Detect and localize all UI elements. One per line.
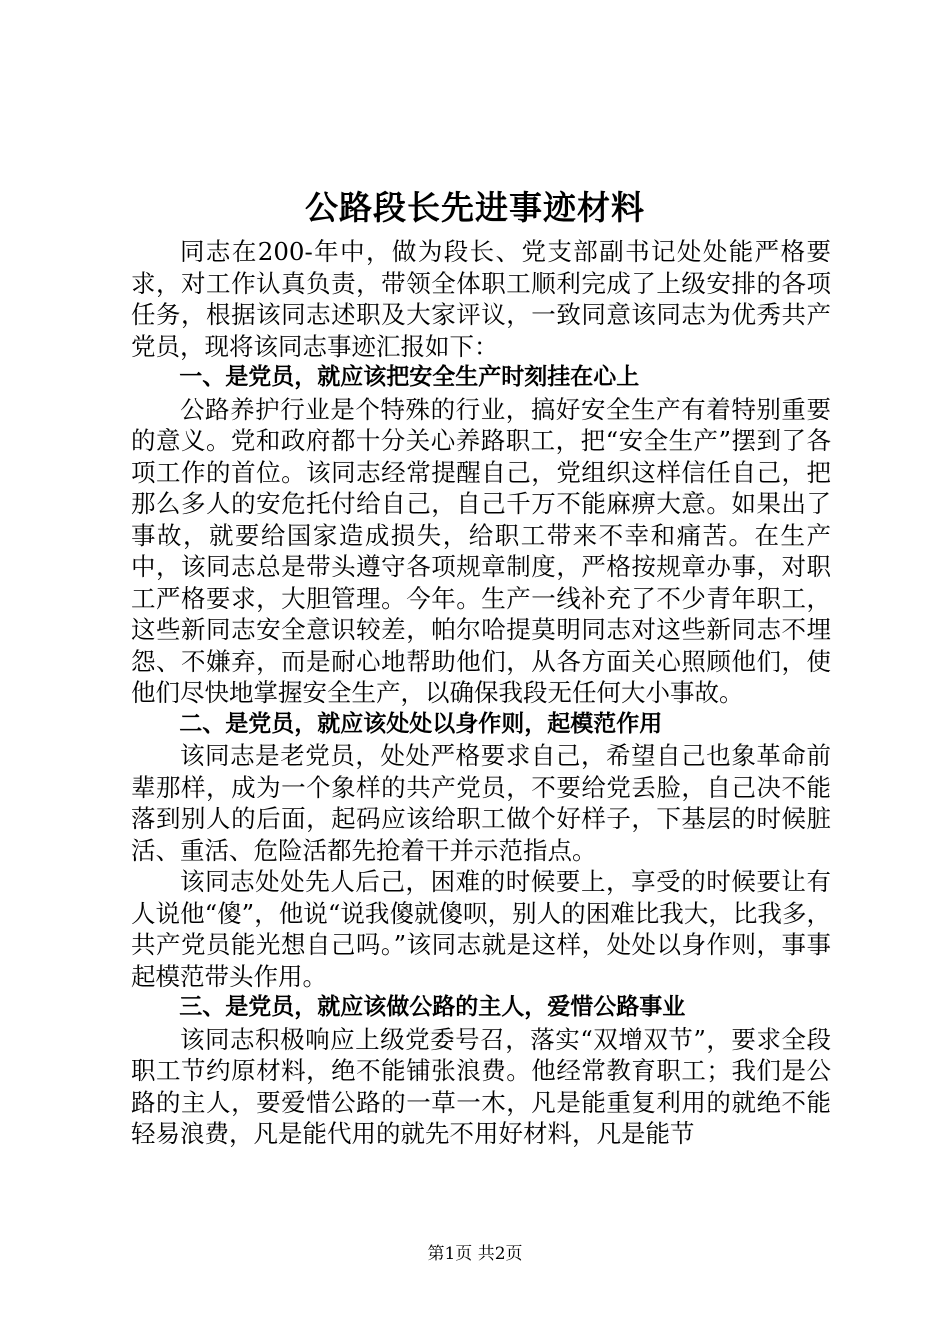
section-2-paragraph-2: 该同志处处先人后己，困难的时候要上，享受的时候要让有人说他“傻”，他说“说我傻就傻呗，别人的困难比我大，比我多，共产党员能光想自己吗。”该同志就是这样，处处以身作则，事事起模范带头作用。 [131, 867, 831, 991]
section-3-heading: 三、是党员，就应该做公路的主人，爱惜公路事业 [179, 994, 686, 1020]
intro-paragraph: 同志在200-年中，做为段长、党支部副书记处处能严格要求，对工作认真负责，带领全体职工顺利完成了上级安排的各项任务，根据该同志述职及大家评议，一致同意该同志为优秀共产党员，现将该同志事迹汇报如下： [131, 237, 831, 361]
section-2-paragraph-1: 该同志是老党员，处处严格要求自己，希望自己也象革命前辈那样，成为一个象样的共产党员，不要给党丢脸，自己决不能落到别人的后面，起码应该给职工做个好样子，下基层的时候脏活、重活、危险活都先抢着干并示范指点。 [131, 741, 831, 865]
section-3-paragraph: 该同志积极响应上级党委号召，落实“双增双节”，要求全段职工节约原材料，绝不能铺张浪费。他经常教育职工；我们是公路的主人，要爱惜公路的一草一木，凡是能重复利用的就绝不能轻易浪费，凡是能代用的就先不用好材料，凡是能节 [131, 1024, 831, 1148]
section-1-paragraph: 公路养护行业是个特殊的行业，搞好安全生产有着特别重要的意义。党和政府都十分关心养路职工，把“安全生产”摆到了各项工作的首位。该同志经常提醒自己，党组织这样信任自己，把那么多人的安危托付给自己，自己千万不能麻痹大意。如果出了事故，就要给国家造成损失，给职工带来不幸和痛苦。在生产中，该同志总是带头遵守各项规章制度，严格按规章办事，对职工严格要求，大胆管理。今年。生产一线补充了不少青年职工，这些新同志安全意识较差，帕尔哈提莫明同志对这些新同志不埋怨、不嫌弃，而是耐心地帮助他们，从各方面关心照顾他们，使他们尽快地掌握安全生产，以确保我段无任何大小事故。 [131, 394, 831, 707]
section-2-heading: 二、是党员，就应该处处以身作则，起模范作用 [179, 710, 663, 737]
page-number-footer: 第1页 共2页 [427, 1244, 523, 1264]
section-1-heading: 一、是党员，就应该把安全生产时刻挂在心上 [179, 364, 640, 390]
document-title: 公路段长先进事迹材料 [305, 188, 645, 227]
document-body [131, 236, 831, 1150]
